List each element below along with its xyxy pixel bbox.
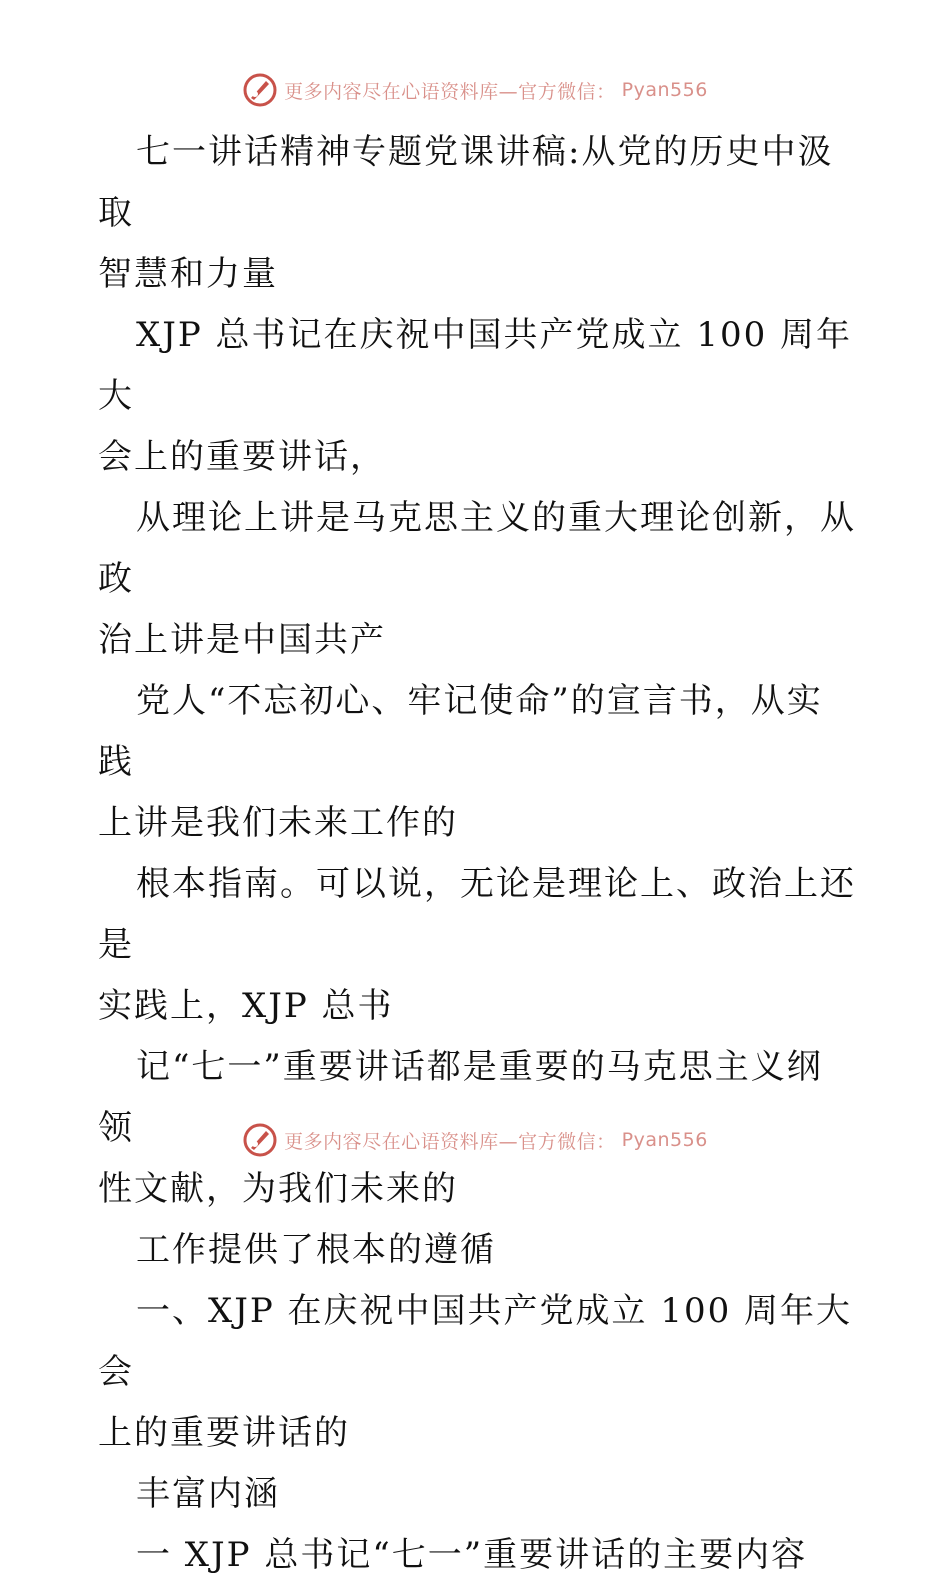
paragraph [98, 305, 858, 488]
paragraph-line: 记“七一”重要讲话都是重要的马克思主义纲领 [98, 1047, 823, 1148]
watermark-wechat-id: Pyan556 [621, 79, 708, 101]
quill-seal-icon [242, 1122, 278, 1158]
subsection-heading [98, 1525, 858, 1586]
paragraph-line: 一 XJP 总书记“七一”重要讲话的主要内容 [136, 1535, 808, 1575]
watermark-text: 更多内容尽在心语资料库—官方微信： [284, 80, 616, 103]
watermark-text: 更多内容尽在心语资料库—官方微信： [284, 1130, 616, 1153]
paragraph-line: 丰富内涵 [136, 1474, 280, 1514]
header-watermark [0, 70, 950, 110]
paragraph-line: 根本指南。可以说，无论是理论上、政治上还是 [98, 864, 856, 965]
paragraph-line: 七一讲话精神专题党课讲稿:从党的历史中汲取 [98, 132, 834, 233]
quill-seal-icon [242, 72, 278, 108]
section-heading [98, 1281, 858, 1464]
paragraph-line: 性文献，为我们未来的 [98, 1169, 458, 1209]
paragraph-line: 工作提供了根本的遵循 [136, 1230, 496, 1270]
paragraph-line: 智慧和力量 [98, 254, 278, 294]
paragraph-line: XJP 总书记在庆祝中国共产党成立 100 周年大 [98, 315, 853, 416]
paragraph [98, 1464, 858, 1525]
watermark-wechat-id: Pyan556 [621, 1129, 708, 1151]
footer-watermark [0, 1120, 950, 1160]
paragraph-line: 上的重要讲话的 [98, 1413, 350, 1453]
paragraph [98, 854, 858, 1037]
paragraph-line: 治上讲是中国共产 [98, 620, 386, 660]
paragraph-line: 一、XJP 在庆祝中国共产党成立 100 周年大会 [98, 1291, 853, 1392]
paragraph-line: 实践上，XJP 总书 [98, 986, 394, 1026]
paragraph [98, 671, 858, 854]
paragraph-line: 上讲是我们未来工作的 [98, 803, 458, 843]
paragraph-line: 会上的重要讲话， [98, 437, 386, 477]
paragraph-title [98, 122, 858, 305]
paragraph-line: 从理论上讲是马克思主义的重大理论创新，从政 [98, 498, 856, 599]
paragraph-line: 党人“不忘初心、牢记使命”的宣言书，从实践 [98, 681, 823, 782]
paragraph [98, 1220, 858, 1281]
document-body [98, 122, 858, 1586]
paragraph [98, 488, 858, 671]
